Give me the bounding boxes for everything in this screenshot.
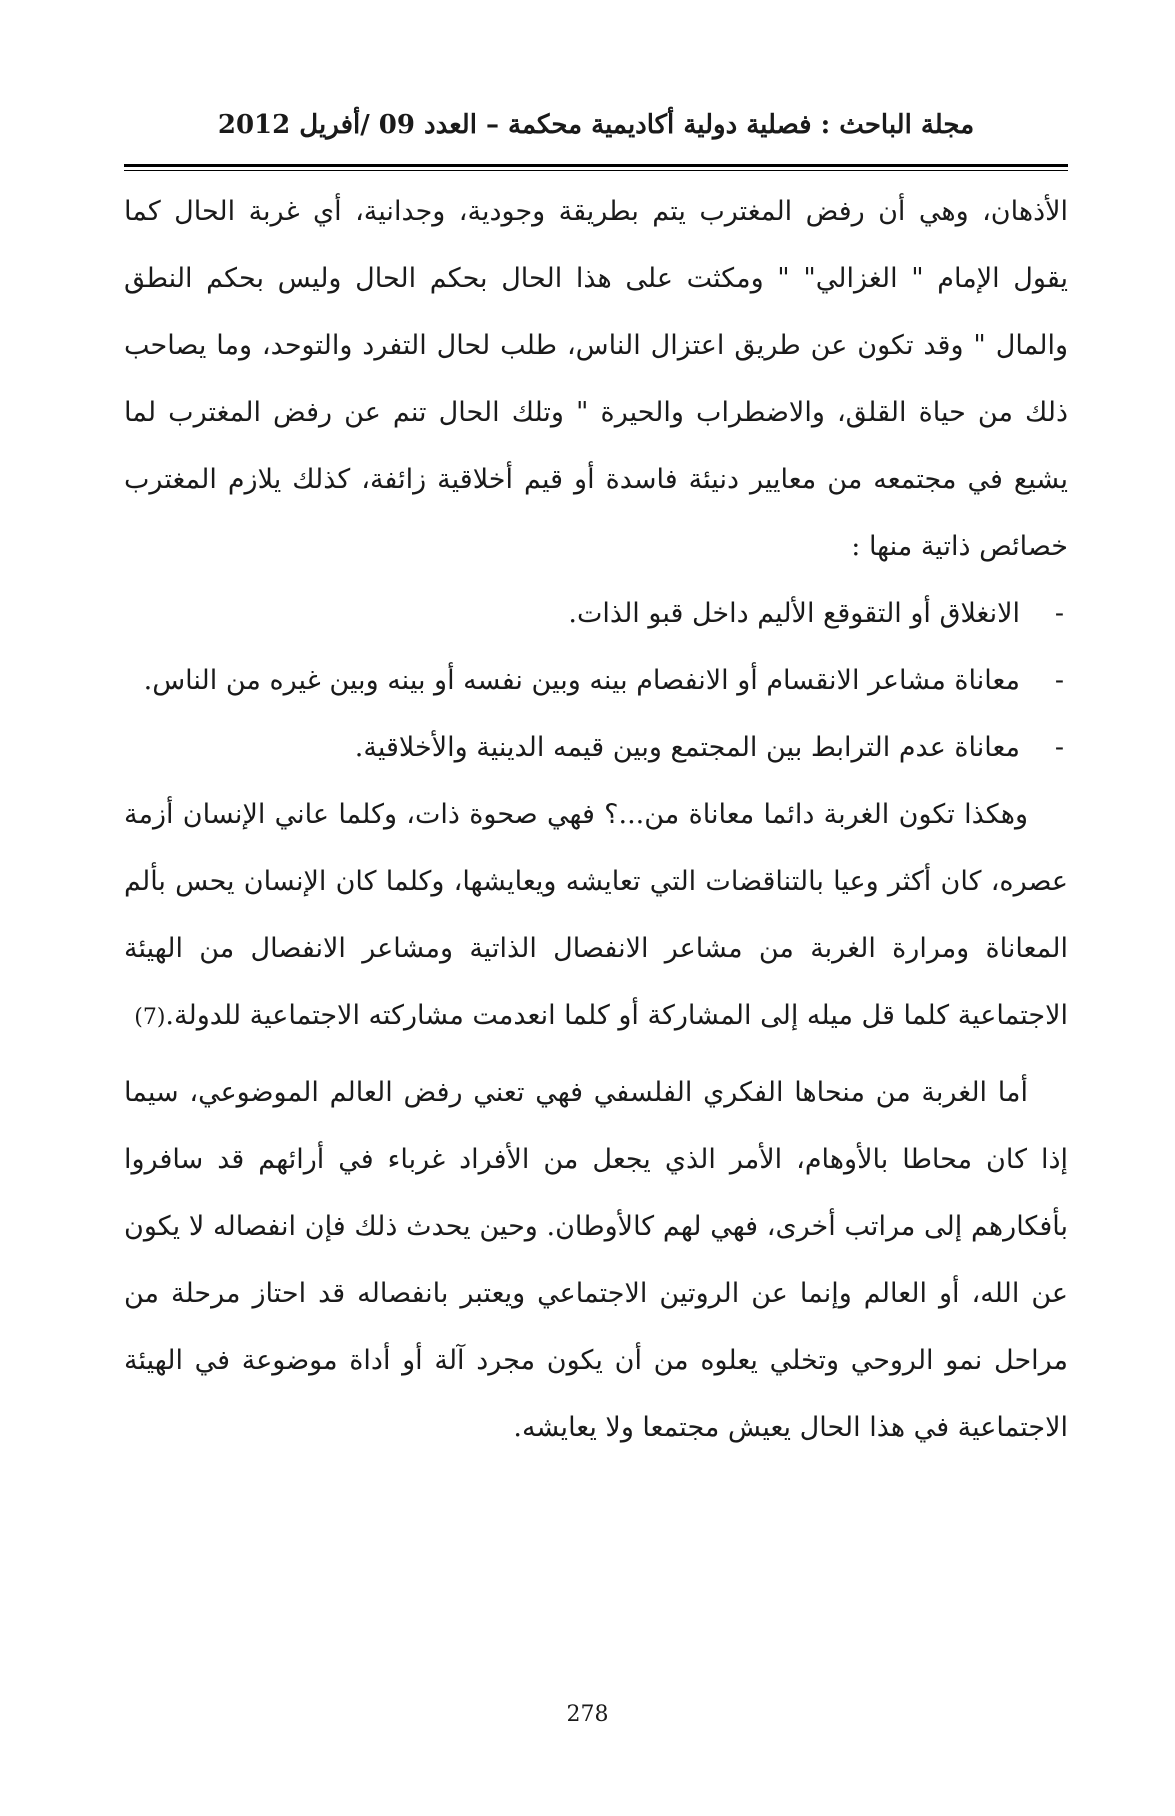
bullet-dash: -: [1054, 598, 1064, 629]
header-rule-thick: [124, 164, 1068, 167]
paragraph-text: وهكذا تكون الغربة دائما معاناة من...؟ فهي صحوة ذات، وكلما عاني الإنسان أزمة عصره، كان أكثر وعيا بالتناقضات التي تعايشه ويعايشها، وكلما كان الإنسان يحس بألم المعاناة ومرارة الغربة من مشاعر الانفصال الذاتية ومشاعر الانفصال من الهيئة الاجتماعية كلما قل ميله إلى المشاركة أو كلما انعدمت مشاركته الاجتماعية للدولة.: [124, 799, 1068, 1031]
list-item: [124, 647, 1068, 714]
journal-header-title: مجلة الباحث : فصلية دولية أكاديمية محكمة – العدد 09 /أفريل 2012: [217, 110, 975, 140]
list-item: [124, 714, 1068, 781]
list-item: [124, 580, 1068, 647]
list-item-text: معاناة مشاعر الانقسام أو الانفصام بينه وبين نفسه أو بينه وبين غيره من الناس.: [143, 665, 1020, 696]
bullet-dash: -: [1054, 665, 1064, 696]
paragraph-philosophical-alienation: أما الغربة من منحاها الفكري الفلسفي فهي تعني رفض العالم الموضوعي، سيما إذا كان محاطا بالأوهام، الأمر الذي يجعل من الأفراد غرباء في أرائهم قد سافروا بأفكارهم إلى مراتب أخرى، فهي لهم كالأوطان. وحين يحدث ذلك فإن انفصاله لا يكون عن الله، أو العالم وإنما عن الروتين الاجتماعي ويعتبر بانفصاله قد احتاز مرحلة من مراحل نمو الروحي وتخلي يعلوه من أن يكون مجرد آلة أو أداة موضوعة في الهيئة الاجتماعية في هذا الحال يعيش مجتمعا ولا يعايشه.: [124, 1077, 1068, 1443]
page-number: 278: [566, 1702, 609, 1727]
list-item-text: معاناة عدم الترابط بين المجتمع وبين قيمه الدينية والأخلاقية.: [354, 732, 1020, 763]
bullet-dash: -: [1054, 732, 1064, 763]
traits-list: [124, 580, 1068, 781]
list-item-text: الانغلاق أو التقوقع الأليم داخل قبو الذات.: [568, 598, 1020, 629]
header-rule-thin: [124, 170, 1068, 171]
paragraph-alienation-suffering: [124, 781, 1068, 1051]
article-body: [124, 178, 1068, 1461]
footnote-reference: (7): [134, 1005, 166, 1030]
paragraph-continued: الأذهان، وهي أن رفض المغترب يتم بطريقة وجودية، وجدانية، أي غربة الحال كما يقول الإمام " الغزالي" " ومكثت على هذا الحال بحكم الحال وليس بحكم النطق والمال " وقد تكون عن طريق اعتزال الناس، طلب لحال التفرد والتوحد، وما يصاحب ذلك من حياة القلق، والاضطراب والحيرة " وتلك الحال تنم عن رفض المغترب لما يشيع في مجتمعه من معايير دنيئة فاسدة أو قيم أخلاقية زائفة، كذلك يلازم المغترب خصائص ذاتية منها :: [124, 196, 1068, 562]
journal-header: [124, 100, 1068, 150]
